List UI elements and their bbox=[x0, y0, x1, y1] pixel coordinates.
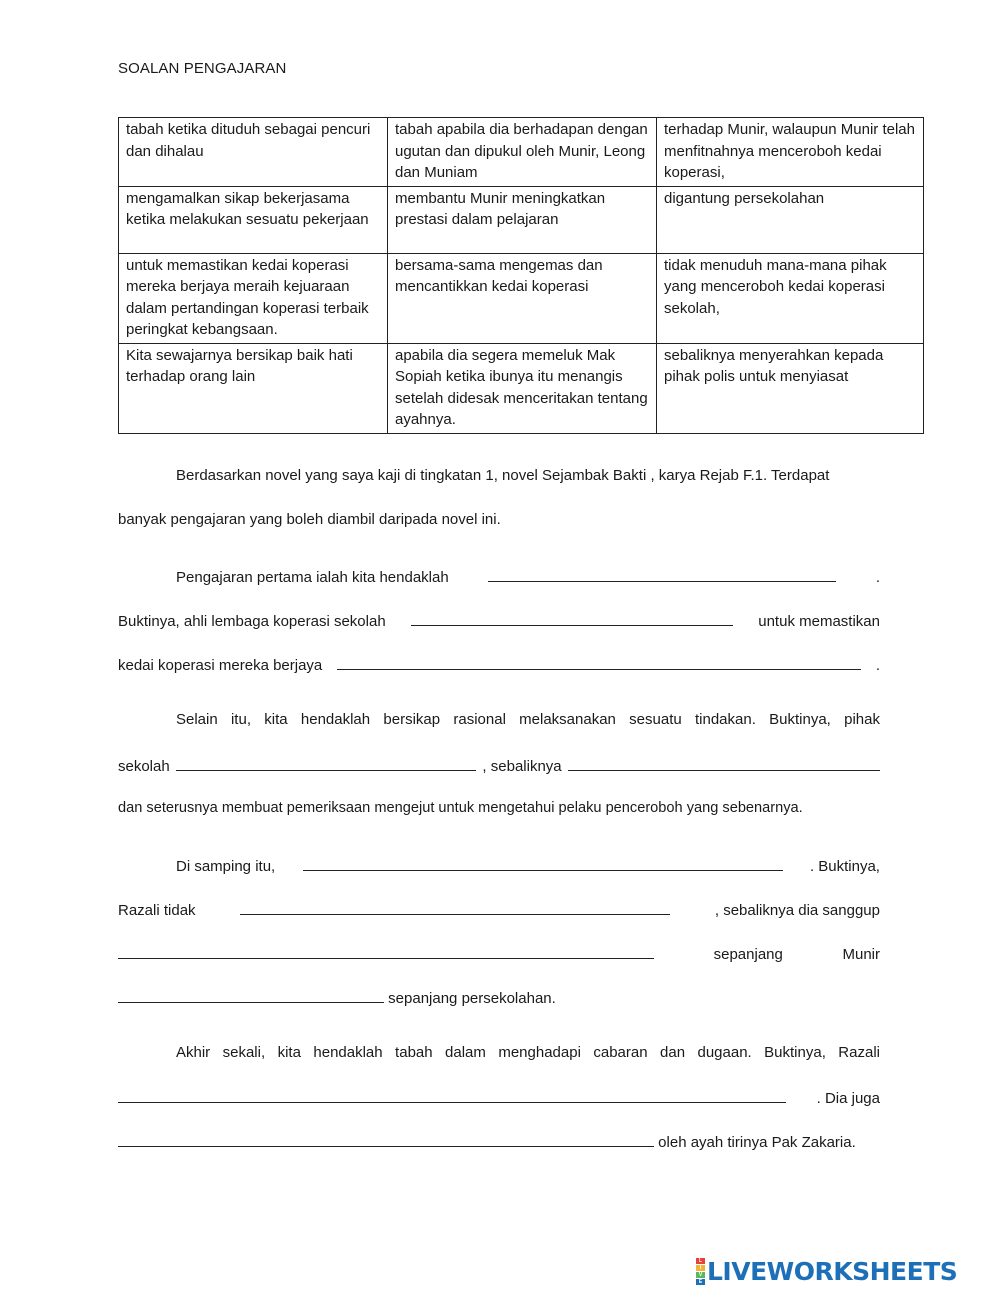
table-cell[interactable]: tidak menuduh mana-mana pihak yang menceroboh kedai koperasi sekolah, bbox=[657, 253, 924, 343]
table-cell[interactable]: sebaliknya menyerahkan kepada pihak polis untuk menyiasat bbox=[657, 343, 924, 433]
essay-line bbox=[118, 610, 880, 632]
answer-blank[interactable] bbox=[118, 1087, 786, 1103]
essay-intro-line-2: banyak pengajaran yang boleh diambil daripada novel ini. bbox=[118, 511, 501, 528]
essay-line bbox=[118, 899, 880, 921]
table-cell[interactable]: terhadap Munir, walaupun Munir telah menfitnahnya menceroboh kedai koperasi, bbox=[657, 118, 924, 187]
essay-line: Akhir sekali, kita hendaklah tabah dalam menghadapi cabaran dan dugaan. Buktinya, Razali bbox=[176, 1044, 880, 1061]
essay-text: Di samping itu, bbox=[176, 858, 276, 875]
essay-line bbox=[118, 1131, 856, 1153]
essay-line: dan seterusnya membuat pemeriksaan mengejut untuk mengetahui pelaku penceroboh yang sebenarnya. bbox=[118, 800, 803, 816]
essay-text: oleh ayah tirinya Pak Zakaria. bbox=[658, 1134, 856, 1151]
essay-text: sepanjang persekolahan. bbox=[388, 990, 556, 1007]
liveworksheets-icon bbox=[696, 1258, 705, 1285]
answer-blank[interactable] bbox=[488, 566, 836, 582]
table-cell[interactable]: membantu Munir meningkatkan prestasi dalam pelajaran bbox=[388, 186, 657, 253]
essay-text: , sebaliknya dia sanggup bbox=[714, 902, 880, 919]
essay-line: Selain itu, kita hendaklah bersikap rasional melaksanakan sesuatu tindakan. Buktinya, pihak bbox=[176, 711, 880, 728]
table-row bbox=[119, 343, 924, 433]
table-row bbox=[119, 253, 924, 343]
answer-bank-table bbox=[118, 117, 924, 434]
essay-text: Razali tidak bbox=[118, 902, 196, 919]
essay-text: . Buktinya, bbox=[809, 858, 880, 875]
table-cell[interactable]: mengamalkan sikap bekerjasama ketika melakukan sesuatu pekerjaan bbox=[119, 186, 388, 253]
essay-line bbox=[118, 943, 880, 965]
table-cell[interactable]: untuk memastikan kedai koperasi mereka berjaya meraih kejuaraan dalam pertandingan koperasi terbaik peringkat kebangsaan. bbox=[119, 253, 388, 343]
essay-line bbox=[118, 755, 880, 777]
logo-letter: E bbox=[696, 1279, 705, 1285]
table-row bbox=[119, 118, 924, 187]
essay-line bbox=[118, 654, 880, 676]
essay-text: . Dia juga bbox=[816, 1090, 880, 1107]
brand-text: LIVEWORKSHEETS bbox=[707, 1256, 958, 1286]
answer-blank[interactable] bbox=[118, 1131, 654, 1147]
answer-blank[interactable] bbox=[118, 943, 654, 959]
essay-text: Pengajaran pertama ialah kita hendaklah bbox=[176, 569, 449, 586]
essay-line bbox=[176, 855, 880, 877]
answer-blank[interactable] bbox=[337, 654, 861, 670]
essay-line bbox=[118, 1087, 880, 1109]
logo-letter: L bbox=[696, 1258, 705, 1264]
essay-line bbox=[118, 987, 556, 1009]
essay-text: Buktinya, ahli lembaga koperasi sekolah bbox=[118, 613, 386, 630]
essay-text: Munir bbox=[842, 946, 880, 963]
liveworksheets-logo bbox=[696, 1256, 957, 1286]
table-cell[interactable]: Kita sewajarnya bersikap baik hati terhadap orang lain bbox=[119, 343, 388, 433]
answer-blank[interactable] bbox=[568, 755, 880, 771]
answer-blank[interactable] bbox=[118, 987, 384, 1003]
table-cell[interactable]: tabah ketika dituduh sebagai pencuri dan dihalau bbox=[119, 118, 388, 187]
essay-text: sepanjang bbox=[713, 946, 783, 963]
essay-line bbox=[176, 566, 880, 588]
answer-blank[interactable] bbox=[411, 610, 733, 626]
essay-text: untuk memastikan bbox=[758, 613, 880, 630]
essay-text: kedai koperasi mereka berjaya bbox=[118, 657, 323, 674]
essay-intro-line-1: Berdasarkan novel yang saya kaji di tingkatan 1, novel Sejambak Bakti , karya Rejab F.1. Terdapat bbox=[176, 467, 830, 484]
page-title: SOALAN PENGAJARAN bbox=[118, 60, 287, 77]
logo-letter: V bbox=[696, 1272, 705, 1278]
table-cell[interactable]: bersama-sama mengemas dan mencantikkan kedai koperasi bbox=[388, 253, 657, 343]
essay-text: . bbox=[875, 569, 880, 586]
answer-blank[interactable] bbox=[303, 855, 783, 871]
answer-blank[interactable] bbox=[176, 755, 476, 771]
essay-text: . bbox=[875, 657, 880, 674]
table-cell[interactable]: tabah apabila dia berhadapan dengan ugutan dan dipukul oleh Munir, Leong dan Muniam bbox=[388, 118, 657, 187]
essay-text: , sebaliknya bbox=[482, 758, 562, 775]
essay-text: sekolah bbox=[118, 758, 170, 775]
logo-letter: I bbox=[696, 1265, 705, 1271]
table-cell[interactable]: apabila dia segera memeluk Mak Sopiah ketika ibunya itu menangis setelah didesak menceritakan tentang ayahnya. bbox=[388, 343, 657, 433]
table-cell[interactable]: digantung persekolahan bbox=[657, 186, 924, 253]
table-row bbox=[119, 186, 924, 253]
answer-blank[interactable] bbox=[240, 899, 670, 915]
